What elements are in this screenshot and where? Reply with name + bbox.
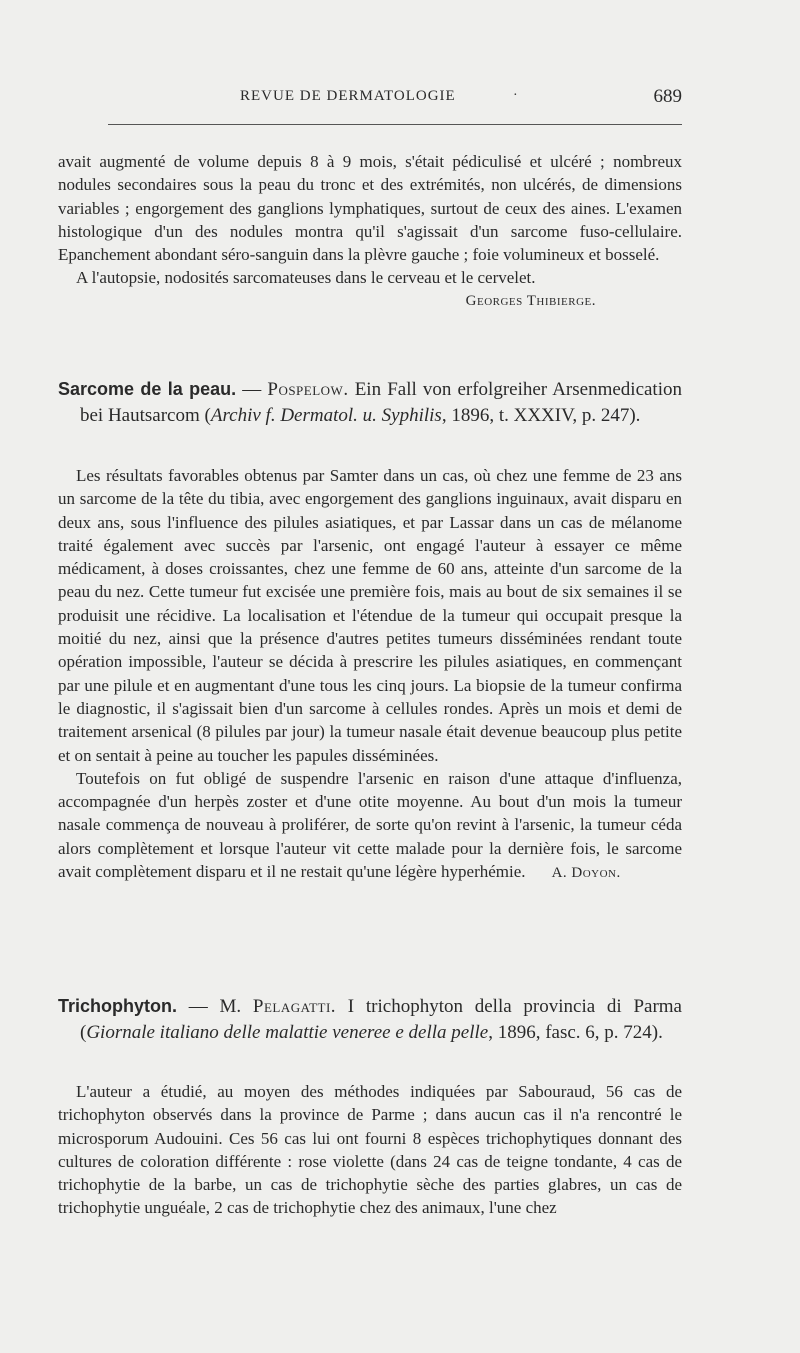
page-header: [108, 88, 682, 112]
abstract-heading-trichophyton: [58, 993, 682, 1046]
heading-dash: —: [236, 379, 268, 400]
running-title: REVUE DE DERMATOLOGIE: [240, 88, 456, 104]
abstract-body-sarcome: [58, 464, 682, 885]
paragraph: A l'autopsie, nodosités sarcomateuses dans le cerveau et le cervelet.: [76, 268, 536, 288]
heading-author: Pelagatti.: [252, 996, 337, 1017]
heading-dash: — M.: [177, 996, 253, 1017]
heading-title: Ein Fall von erfolgreiher Arsenmedication bei Hautsarcom (: [80, 379, 682, 426]
continued-abstract: [58, 150, 682, 313]
paragraph: avait augmenté de volume depuis 8 à 9 mois, s'était pédiculisé et ulcéré ; nombreux nodules secondaires sous la peau du tronc et des extrémités, non ulcérés, de dimensions variables ; engorgement des ganglions lymphatiques, surtout de ceux des aines. L'examen histologique d'un des nodules montra qu'il s'agissait d'un sarcome fuso-cellulaire. Epanchement abondant séro-sanguin dans la plèvre gauche ; foie volumineux et bosselé.: [58, 152, 682, 265]
abstract-heading-sarcome: [58, 376, 682, 429]
heading-reference: , 1896, t. XXXIV, p. 247).: [441, 405, 641, 426]
paragraph: Les résultats favorables obtenus par Samter dans un cas, où chez une femme de 23 ans un sarcome de la tête du tibia, avec engorgement des ganglions inguinaux, avait disparu en deux ans, sous l'influence des pilules asiatiques, et par Lassar dans un cas de mélanome traité également avec succès par l'arsenic, ont engagé l'auteur à essayer ce même médicament, à doses croissantes, chez une femme de 60 ans, atteinte d'un sarcome de la peau du nez. Cette tumeur fut excisée une première fois, mais au bout de six semaines il se produisit une récidive. La localisation et l'étendue de la tumeur qui occupait presque la moitié du nez, ainsi que la présence d'autres petites tumeurs disséminées rendant toute opération impossible, l'auteur se décida à prescrire les pilules asiatiques, en commençant par une pilule et en augmentant d'une tous les cinq jours. La biopsie de la tumeur confirma le diagnostic, il s'agissait bien d'un sarcome à cellules rondes. Après un mois et demi de traitement arsenical (8 pilules par jour) la tumeur nasale était devenue beaucoup plus petite et on sentait à peine au toucher les papules disséminées.: [58, 466, 682, 765]
paragraph: Toutefois on fut obligé de suspendre l'arsenic en raison d'une attaque d'influenza, accompagnée d'un herpès zoster et d'une otite moyenne. Au bout d'un mois la tumeur nasale commença de nouveau à proliférer, de sorte qu'on revint à l'arsenic, la tumeur céda alors complètement et lorsque l'auteur vit cette malade pour la dernière fois, le sarcome avait complètement disparu et il ne restait qu'une légère hyperhémie. A. Doyon.: [58, 768, 682, 882]
heading-title: I trichophyton della provincia di Parma (: [80, 996, 682, 1043]
heading-journal: Archiv f. Dermatol. u. Syphilis: [210, 405, 442, 426]
signature: A. Doyon.: [551, 865, 621, 882]
heading-journal: Giornale italiano delle malattie veneree e della pelle: [86, 1022, 489, 1043]
heading-author: Pospelow.: [267, 379, 349, 400]
header-rule: [108, 124, 682, 125]
paragraph: L'auteur a étudié, au moyen des méthodes indiquées par Sabouraud, 56 cas de trichophyton observés dans la province de Parme ; dans aucun cas il n'a rencontré le microsporum Audouini. Ces 56 cas lui ont fourni 8 espèces trichophytiques donnant des cultures de coloration différente : rose violette (dans 24 cas de teigne tondante, 4 cas de trichophytie de la barbe, un cas de trichophytie sèche des parties glabres, un cas de trichophytie unguéale, 2 cas de trichophytie chez des animaux, l'une chez: [58, 1082, 682, 1218]
abstract-body-trichophyton: [58, 1080, 682, 1220]
header-dot: ·: [513, 88, 518, 103]
heading-keyword: Sarcome de la peau.: [58, 379, 237, 399]
heading-reference: , 1896, fasc. 6, p. 724).: [488, 1022, 663, 1043]
heading-keyword: Trichophyton.: [58, 996, 177, 1016]
page-number: 689: [653, 86, 682, 107]
signature: Georges Thibierge.: [465, 292, 596, 309]
